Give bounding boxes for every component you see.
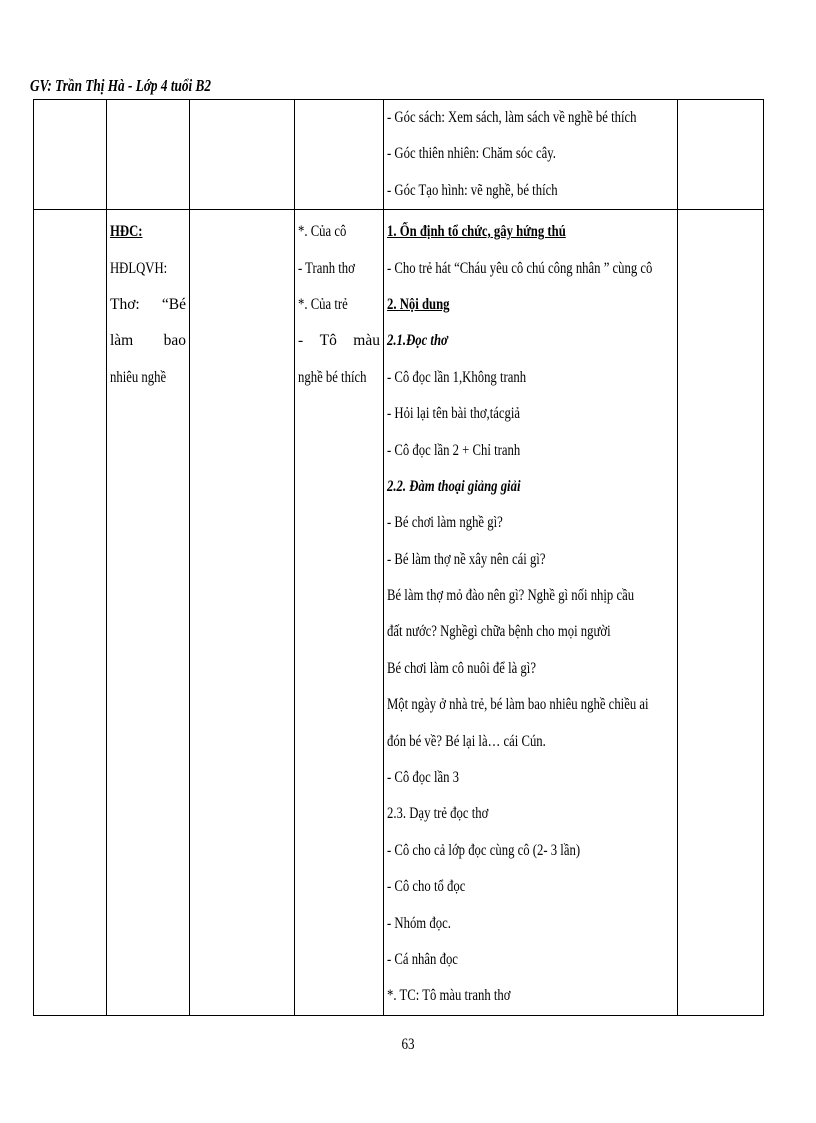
content-line: đất nước? Nghềgì chữa bệnh cho mọi người <box>387 623 611 641</box>
content-line: - Nhóm đọc. <box>387 914 451 932</box>
corner-art-line: - Góc Tạo hình: vẽ nghề, bé thích <box>387 181 558 199</box>
content-line: - Cô đọc lần 1,Không tranh <box>387 368 527 386</box>
row2-col3-cell <box>190 210 295 1016</box>
activity-poem-word: “Bé <box>161 295 186 313</box>
corner-nature-line: - Góc thiên nhiên: Chăm sóc cây. <box>387 145 556 163</box>
subsection-heading: 2.2. Đàm thoại giảng giải <box>387 477 521 495</box>
content-line: - Cô cho tổ đọc <box>387 878 466 896</box>
row1-col3-cell <box>190 100 295 210</box>
table-row <box>34 210 764 1016</box>
row1-col4-cell <box>295 100 384 210</box>
row2-content-cell <box>384 210 678 1016</box>
prep-children-item: màu <box>353 332 380 350</box>
content-line: *. TC: Tô màu tranh thơ <box>387 987 511 1005</box>
page-number: 63 <box>401 1036 415 1053</box>
content-line: 2.3. Dạy trẻ đọc thơ <box>387 805 489 823</box>
prep-children-item: Tô <box>319 332 337 350</box>
content-line: - Hỏi lại tên bài thơ,tácgiả <box>387 405 521 423</box>
content-line: Bé làm thợ mỏ đào nên gì? Nghề gì nối nhịp cầu <box>387 587 635 605</box>
row1-content-cell <box>384 100 678 210</box>
row2-col1-cell <box>34 210 107 1016</box>
activity-title: HĐC: <box>110 223 143 241</box>
row1-col6-cell <box>678 100 764 210</box>
table-row <box>34 100 764 210</box>
prep-children-heading: *. Của trẻ <box>298 295 348 313</box>
row2-activity-cell <box>107 210 190 1016</box>
page-number-container <box>0 1036 816 1054</box>
activity-type: HĐLQVH: <box>110 259 168 277</box>
content-line: Một ngày ở nhà trẻ, bé làm bao nhiêu nghề chiều ai <box>387 696 649 714</box>
prep-children-item: - <box>298 332 304 350</box>
activity-poem-word: bao <box>163 332 186 350</box>
activity-poem-word: làm <box>110 332 134 350</box>
section-heading: 1. Ổn định tổ chức, gây hứng thú <box>387 223 566 241</box>
content-line: - Cho trẻ hát “Cháu yêu cô chú công nhân ” cùng cô <box>387 259 653 277</box>
prep-teacher-item: - Tranh thơ <box>298 259 355 277</box>
row2-prep-cell <box>295 210 384 1016</box>
lesson-plan-table <box>33 99 764 1016</box>
prep-teacher-heading: *. Của cô <box>298 223 347 241</box>
prep-children-item: nghề bé thích <box>298 368 367 386</box>
row2-col6-cell <box>678 210 764 1016</box>
activity-poem-title-end: nhiêu nghề <box>110 368 167 386</box>
row1-col1-cell <box>34 100 107 210</box>
content-line: - Cô đọc lần 2 + Chỉ tranh <box>387 441 521 459</box>
content-line: Bé chơi làm cô nuôi để là gì? <box>387 659 536 677</box>
content-line: - Bé chơi làm nghề gì? <box>387 514 503 532</box>
content-line: - Cô đọc lần 3 <box>387 769 460 787</box>
activity-poem-label: Thơ: <box>110 295 140 313</box>
page-header: GV: Trần Thị Hà - Lớp 4 tuổi B2 <box>30 76 211 95</box>
content-line: - Bé làm thợ nề xây nên cái gì? <box>387 550 546 568</box>
content-line: đón bé về? Bé lại là… cái Cún. <box>387 732 546 750</box>
subsection-heading: 2.1.Đọc thơ <box>387 332 448 350</box>
corner-books-line: - Góc sách: Xem sách, làm sách về nghề bé thích <box>387 109 637 126</box>
content-line: - Cá nhân đọc <box>387 950 458 968</box>
section-heading: 2. Nội dung <box>387 295 450 313</box>
content-line: - Cô cho cả lớp đọc cùng cô (2- 3 lần) <box>387 841 581 859</box>
row1-col2-cell <box>107 100 190 210</box>
